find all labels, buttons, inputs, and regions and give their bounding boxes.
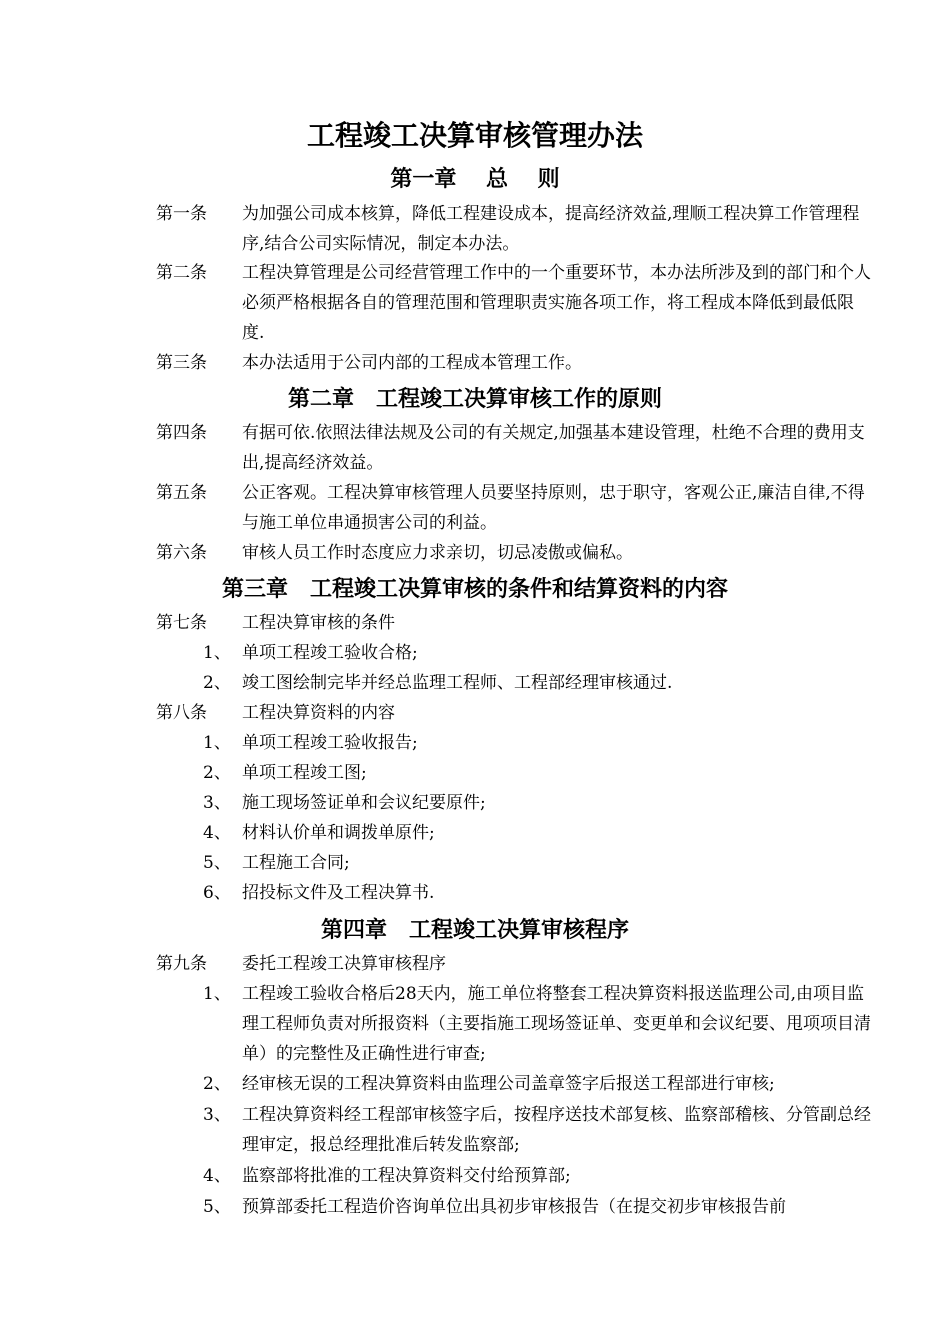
article-label: 第八条: [156, 703, 207, 723]
article-text: 工程决算审核的条件: [242, 613, 395, 633]
list-item-number: 5、: [203, 1197, 231, 1217]
article-label: 第一条: [156, 204, 207, 224]
article: [156, 478, 876, 538]
list-item: [156, 878, 876, 908]
list-item: [156, 979, 876, 1069]
list-item-number: 2、: [203, 1074, 231, 1094]
list-item-text: 竣工图绘制完毕并经总监理工程师、工程部经理审核通过.: [242, 673, 673, 693]
list-item-text: 工程竣工验收合格后28天内，施工单位将整套工程决算资料报送监理公司,由项目监理工程师负责对所报资料（主要指施工现场签证单、变更单和会议纪要、甩项项目清单）的完整性及正确性进行审查;: [242, 984, 871, 1064]
list-item-number: 6、: [203, 883, 231, 903]
article-text: 工程决算管理是公司经营管理工作中的一个重要环节，本办法所涉及到的部门和个人必须严格根据各自的管理范围和管理职责实施各项工作，将工程成本降低到最低限度.: [242, 263, 871, 343]
chapter-heading: 第三章 工程竣工决算审核的条件和结算资料的内容: [221, 576, 728, 602]
list-item-number: 4、: [203, 823, 231, 843]
list-item-text: 招投标文件及工程决算书.: [242, 883, 435, 903]
list-item-number: 1、: [203, 643, 231, 663]
list-item-number: 2、: [203, 673, 231, 693]
article-label: 第二条: [156, 263, 207, 283]
chapter-heading: 第一章 总 则: [390, 166, 560, 192]
list-item-number: 3、: [203, 1105, 231, 1125]
list-item: [156, 1161, 876, 1191]
article-text: 工程决算资料的内容: [242, 703, 395, 723]
list-item-text: 监察部将批准的工程决算资料交付给预算部;: [242, 1166, 571, 1186]
article: [156, 608, 876, 638]
article: [156, 949, 876, 979]
list-item-number: 1、: [203, 733, 231, 753]
article-label: 第四条: [156, 423, 207, 443]
list-item-text: 经审核无误的工程决算资料由监理公司盖章签字后报送工程部进行审核;: [242, 1074, 775, 1094]
list-item: [156, 1100, 876, 1160]
article: [156, 348, 876, 378]
list-item: [156, 1192, 876, 1222]
list-item-text: 单项工程竣工验收合格;: [242, 643, 418, 663]
list-item-text: 单项工程竣工图;: [242, 763, 367, 783]
list-item-text: 工程施工合同;: [242, 853, 350, 873]
article: [156, 538, 876, 568]
list-item: [156, 758, 876, 788]
article-label: 第五条: [156, 483, 207, 503]
list-item: [156, 668, 876, 698]
list-item: [156, 788, 876, 818]
list-item-text: 工程决算资料经工程部审核签字后，按程序送技术部复核、监察部稽核、分管副总经理审定，报总经理批准后转发监察部;: [242, 1105, 871, 1155]
list-item-number: 3、: [203, 793, 231, 813]
list-item-text: 单项工程竣工验收报告;: [242, 733, 418, 753]
list-item: [156, 1069, 876, 1099]
list-item: [156, 848, 876, 878]
list-item-number: 5、: [203, 853, 231, 873]
article: [156, 258, 876, 348]
list-item: [156, 818, 876, 848]
article-label: 第三条: [156, 353, 207, 373]
article-text: 委托工程竣工决算审核程序: [242, 954, 446, 974]
list-item: [156, 728, 876, 758]
article-label: 第九条: [156, 954, 207, 974]
article-label: 第七条: [156, 613, 207, 633]
article: [156, 418, 876, 478]
article-label: 第六条: [156, 543, 207, 563]
article-text: 审核人员工作时态度应力求亲切，切忌凌傲或偏私。: [242, 543, 633, 563]
list-item: [156, 638, 876, 668]
article-text: 为加强公司成本核算，降低工程建设成本，提高经济效益,理顺工程决算工作管理程序,结合公司实际情况，制定本办法。: [242, 204, 860, 254]
chapter-heading: 第二章 工程竣工决算审核工作的原则: [287, 386, 662, 412]
list-item-text: 施工现场签证单和会议纪要原件;: [242, 793, 486, 813]
chapter-heading: 第四章 工程竣工决算审核程序: [320, 917, 629, 943]
article-text: 本办法适用于公司内部的工程成本管理工作。: [242, 353, 582, 373]
article-text: 有据可依.依照法律法规及公司的有关规定,加强基本建设管理，杜绝不合理的费用支出,提高经济效益。: [242, 423, 865, 473]
list-item-number: 4、: [203, 1166, 231, 1186]
list-item-text: 预算部委托工程造价咨询单位出具初步审核报告（在提交初步审核报告前: [242, 1197, 786, 1217]
article: [156, 698, 876, 728]
list-item-number: 2、: [203, 763, 231, 783]
article-text: 公正客观。工程决算审核管理人员要坚持原则，忠于职守，客观公正,廉洁自律,不得与施工单位串通损害公司的利益。: [242, 483, 865, 533]
list-item-text: 材料认价单和调拨单原件;: [242, 823, 435, 843]
article: [156, 199, 876, 259]
list-item-number: 1、: [203, 984, 231, 1004]
document-title: 工程竣工决算审核管理办法: [306, 119, 643, 152]
